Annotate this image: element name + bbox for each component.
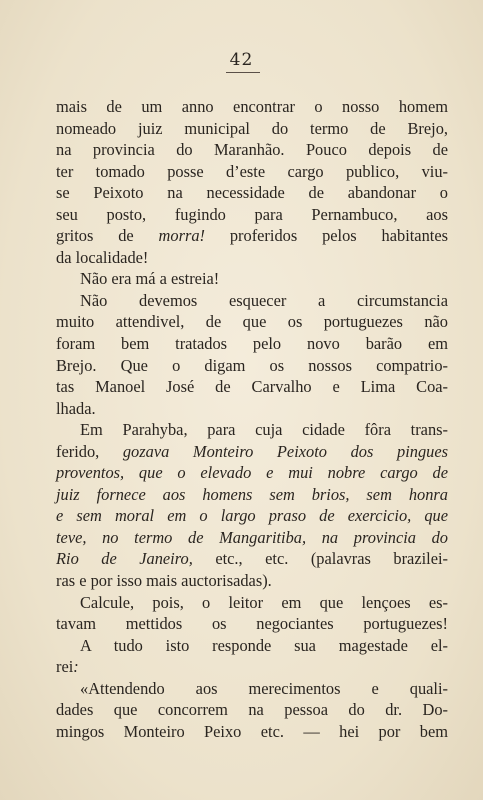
text-line: ras e por isso mais auctorisadas). — [56, 571, 272, 591]
text-line: se Peixoto na necessidade de abandonar o — [56, 183, 448, 203]
text-line: «Attendendo aos merecimentos e quali- — [80, 678, 448, 698]
text-line: lhada. — [56, 398, 96, 418]
text-line: muito attendivel, de que os portuguezes não — [56, 312, 448, 332]
text-line: gritos de morra! proferidos pelos habitantes — [56, 226, 448, 246]
text-line: Rio de Janeiro, etc., etc. (palavras brazilei- — [56, 549, 449, 569]
text-line: tavam mettidos os negociantes portuguezes! — [56, 614, 448, 634]
text-line: Calcule, pois, o leitor em que lençoes es- — [80, 592, 448, 612]
page-number-rule — [226, 72, 260, 73]
text-line: ferido, gozava Monteiro Peixoto dos pingues — [56, 441, 448, 461]
text-line: seu posto, fugindo para Pernambuco, aos — [56, 204, 448, 224]
text-line: proventos, que o elevado e mui nobre cargo de — [56, 463, 448, 483]
body-text — [56, 96, 448, 742]
text-line: rei: — [56, 657, 79, 677]
text-line: e sem moral em o largo praso de exercicio, que — [56, 506, 448, 526]
text-line: na provincia do Maranhão. Pouco depois de — [56, 140, 448, 160]
text-line: Em Parahyba, para cuja cidade fôra trans- — [80, 420, 448, 440]
text-line: Não era má a estreia! — [80, 269, 220, 289]
text-line: foram bem tratados pelo novo barão em — [56, 334, 448, 354]
text-line: dades que concorrem na pessoa do dr. Do- — [56, 700, 448, 720]
text-line: ter tomado posse d’este cargo publico, viu- — [56, 161, 448, 181]
page-number: 42 — [229, 50, 254, 70]
text-line: teve, no termo de Mangaritiba, na provincia do — [56, 527, 448, 547]
text-line: mingos Monteiro Peixo etc. — hei por bem — [56, 721, 448, 741]
text-line: Brejo. Que o digam os nossos compatrio- — [56, 355, 448, 375]
text-line: A tudo isto responde sua magestade el- — [80, 635, 448, 655]
text-line: Não devemos esquecer a circumstancia — [80, 290, 448, 310]
text-line: mais de um anno encontrar o nosso homem — [56, 97, 448, 116]
text-line: tas Manoel José de Carvalho e Lima Coa- — [56, 377, 448, 397]
text-line: nomeado juiz municipal do termo de Brejo, — [56, 118, 448, 138]
text-line: juiz fornece aos homens sem brios, sem honra — [56, 484, 448, 504]
text-line: da localidade! — [56, 247, 149, 267]
